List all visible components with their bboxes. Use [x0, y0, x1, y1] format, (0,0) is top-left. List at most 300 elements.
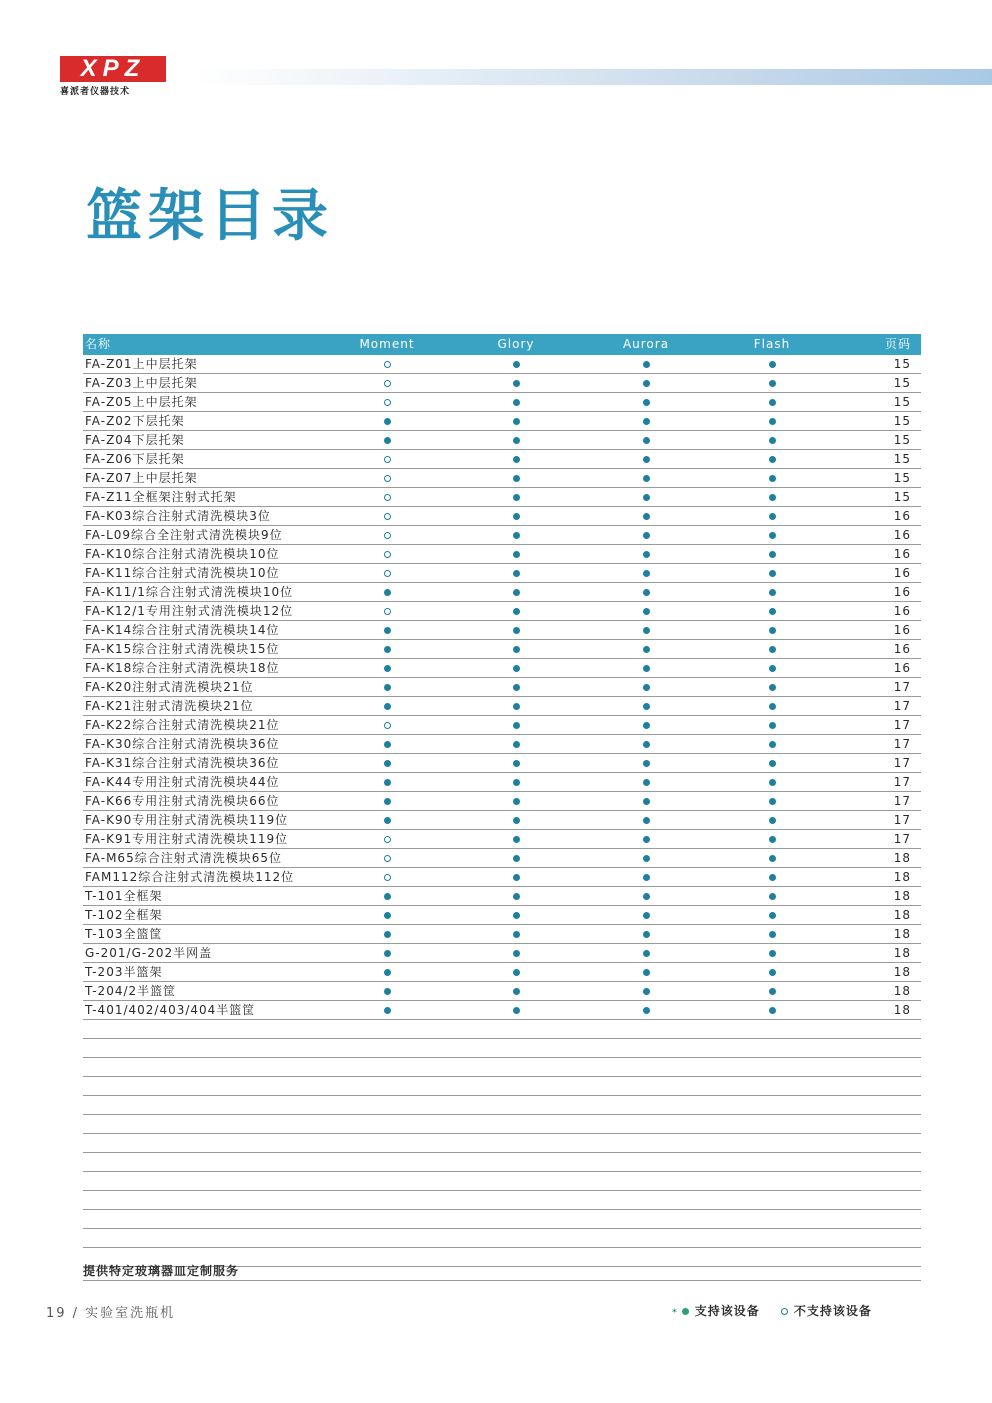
cell-moment: [327, 355, 447, 373]
cell-flash: [712, 887, 832, 905]
cell-aurora: [586, 545, 706, 563]
supported-dot-icon: [513, 418, 520, 425]
cell-flash: [712, 735, 832, 753]
supported-dot-icon: [513, 874, 520, 881]
supported-dot-icon: [643, 361, 650, 368]
header-page: 页码: [884, 337, 911, 351]
cell-glory: [456, 925, 576, 943]
cell-glory: [456, 545, 576, 563]
cell-glory: [456, 1001, 576, 1019]
row-name: FA-K31综合注射式清洗模块36位: [85, 756, 280, 770]
table-row: [83, 450, 921, 469]
header-flash: Flash: [753, 337, 791, 351]
row-name: FA-K12/1专用注射式清洗模块12位: [85, 604, 294, 618]
unsupported-dot-icon: [384, 722, 391, 729]
supported-dot-icon: [513, 513, 520, 520]
supported-dot-icon: [643, 494, 650, 501]
empty-row: [83, 1058, 921, 1077]
cell-aurora: [586, 640, 706, 658]
cell-aurora: [586, 716, 706, 734]
row-page: 16: [893, 547, 911, 561]
supported-dot-icon: [769, 779, 776, 786]
table-row: [83, 564, 921, 583]
supported-dot-icon: [769, 703, 776, 710]
cell-glory: [456, 602, 576, 620]
supported-dot-icon: [769, 741, 776, 748]
cell-flash: [712, 754, 832, 772]
cell-glory: [456, 754, 576, 772]
row-name: FAM112综合注射式清洗模块112位: [85, 870, 295, 884]
cell-aurora: [586, 792, 706, 810]
cell-moment: [327, 488, 447, 506]
cell-aurora: [586, 507, 706, 525]
row-page: 18: [893, 946, 911, 960]
unsupported-dot-icon: [384, 855, 391, 862]
supported-dot-icon: [769, 817, 776, 824]
cell-flash: [712, 963, 832, 981]
cell-flash: [712, 697, 832, 715]
supported-dot-icon: [643, 874, 650, 881]
cell-glory: [456, 526, 576, 544]
supported-dot-icon: [769, 608, 776, 615]
cell-flash: [712, 431, 832, 449]
supported-dot-icon: [513, 551, 520, 558]
supported-dot-icon: [769, 646, 776, 653]
cell-glory: [456, 393, 576, 411]
cell-moment: [327, 716, 447, 734]
cell-flash: [712, 545, 832, 563]
cell-flash: [712, 412, 832, 430]
row-page: 16: [893, 566, 911, 580]
cell-moment: [327, 507, 447, 525]
supported-dot-icon: [513, 646, 520, 653]
cell-aurora: [586, 887, 706, 905]
cell-flash: [712, 678, 832, 696]
table-row: [83, 583, 921, 602]
supported-dot-icon: [384, 646, 391, 653]
cell-moment: [327, 640, 447, 658]
cell-aurora: [586, 602, 706, 620]
row-name: FA-Z04下层托架: [85, 433, 185, 447]
supported-dot-icon: [769, 437, 776, 444]
table-header: [83, 334, 921, 355]
cell-flash: [712, 716, 832, 734]
table-row: [83, 659, 921, 678]
cell-flash: [712, 830, 832, 848]
row-page: 16: [893, 642, 911, 656]
row-page: 15: [893, 376, 911, 390]
supported-dot-icon: [513, 589, 520, 596]
supported-dot-icon: [769, 399, 776, 406]
supported-dot-icon: [643, 627, 650, 634]
supported-dot-icon: [643, 475, 650, 482]
supported-dot-icon: [643, 893, 650, 900]
row-page: 17: [893, 737, 911, 751]
cell-moment: [327, 773, 447, 791]
row-name: FA-Z11全框架注射式托架: [85, 490, 237, 504]
cell-glory: [456, 697, 576, 715]
supported-dot-icon: [384, 912, 391, 919]
cell-glory: [456, 564, 576, 582]
supported-dot-icon: [769, 931, 776, 938]
cell-flash: [712, 868, 832, 886]
hollow-dot-icon: [781, 1308, 788, 1315]
unsupported-dot-icon: [384, 475, 391, 482]
supported-dot-icon: [769, 950, 776, 957]
cell-flash: [712, 849, 832, 867]
supported-dot-icon: [769, 912, 776, 919]
table-row: [83, 545, 921, 564]
cell-glory: [456, 716, 576, 734]
supported-dot-icon: [643, 760, 650, 767]
row-page: 16: [893, 604, 911, 618]
cell-aurora: [586, 412, 706, 430]
row-page: 17: [893, 756, 911, 770]
cell-flash: [712, 583, 832, 601]
legend-unsupported-label: 不支持该设备: [793, 1304, 872, 1318]
supported-dot-icon: [513, 437, 520, 444]
supported-dot-icon: [384, 665, 391, 672]
legend: [672, 1302, 888, 1319]
row-page: 17: [893, 699, 911, 713]
empty-row: [83, 1134, 921, 1153]
cell-moment: [327, 849, 447, 867]
table-row: [83, 393, 921, 412]
cell-moment: [327, 830, 447, 848]
table-row: [83, 982, 921, 1001]
cell-flash: [712, 393, 832, 411]
supported-dot-icon: [643, 551, 650, 558]
supported-dot-icon: [643, 684, 650, 691]
supported-dot-icon: [513, 722, 520, 729]
row-name: FA-M65综合注射式清洗模块65位: [85, 851, 282, 865]
supported-dot-icon: [513, 494, 520, 501]
table-row: [83, 906, 921, 925]
cell-flash: [712, 621, 832, 639]
supported-dot-icon: [384, 988, 391, 995]
cell-glory: [456, 450, 576, 468]
basket-catalog-table: [83, 334, 921, 1267]
cell-flash: [712, 526, 832, 544]
row-page: 15: [893, 490, 911, 504]
cell-glory: [456, 906, 576, 924]
cell-aurora: [586, 754, 706, 772]
cell-flash: [712, 374, 832, 392]
header-name: 名称: [85, 337, 112, 351]
supported-dot-icon: [513, 798, 520, 805]
cell-flash: [712, 564, 832, 582]
row-page: 16: [893, 528, 911, 542]
supported-dot-icon: [769, 874, 776, 881]
unsupported-dot-icon: [384, 608, 391, 615]
cell-flash: [712, 811, 832, 829]
supported-dot-icon: [643, 912, 650, 919]
cell-aurora: [586, 431, 706, 449]
cell-aurora: [586, 982, 706, 1000]
header-moment: Moment: [359, 337, 415, 351]
row-name: FA-K03综合注射式清洗模块3位: [85, 509, 271, 523]
supported-dot-icon: [769, 589, 776, 596]
row-name: FA-K30综合注射式清洗模块36位: [85, 737, 280, 751]
table-row: [83, 773, 921, 792]
supported-dot-icon: [513, 399, 520, 406]
row-page: 17: [893, 775, 911, 789]
cell-moment: [327, 735, 447, 753]
supported-dot-icon: [643, 988, 650, 995]
unsupported-dot-icon: [384, 399, 391, 406]
row-page: 17: [893, 832, 911, 846]
cell-glory: [456, 773, 576, 791]
cell-moment: [327, 944, 447, 962]
row-page: 15: [893, 395, 911, 409]
unsupported-dot-icon: [384, 874, 391, 881]
cell-moment: [327, 564, 447, 582]
supported-dot-icon: [769, 969, 776, 976]
cell-moment: [327, 450, 447, 468]
row-page: 18: [893, 1003, 911, 1017]
supported-dot-icon: [513, 741, 520, 748]
unsupported-dot-icon: [384, 532, 391, 539]
supported-dot-icon: [643, 456, 650, 463]
page-title: 篮架目录: [86, 184, 334, 249]
row-page: 15: [893, 357, 911, 371]
cell-moment: [327, 412, 447, 430]
cell-flash: [712, 355, 832, 373]
supported-dot-icon: [384, 1007, 391, 1014]
cell-glory: [456, 735, 576, 753]
supported-dot-icon: [769, 494, 776, 501]
supported-dot-icon: [769, 570, 776, 577]
supported-dot-icon: [513, 893, 520, 900]
supported-dot-icon: [384, 817, 391, 824]
row-name: FA-Z03上中层托架: [85, 376, 198, 390]
empty-row: [83, 1229, 921, 1248]
cell-aurora: [586, 583, 706, 601]
table-row: [83, 526, 921, 545]
row-page: 17: [893, 718, 911, 732]
supported-dot-icon: [384, 437, 391, 444]
row-name: T-102全框架: [85, 908, 163, 922]
row-page: 18: [893, 984, 911, 998]
row-page: 17: [893, 813, 911, 827]
supported-dot-icon: [643, 570, 650, 577]
logo-subtitle: 喜派者仪器技术: [60, 87, 131, 97]
cell-glory: [456, 488, 576, 506]
table-row: [83, 925, 921, 944]
supported-dot-icon: [513, 931, 520, 938]
row-name: FA-K21注射式清洗模块21位: [85, 699, 254, 713]
cell-flash: [712, 982, 832, 1000]
supported-dot-icon: [643, 513, 650, 520]
row-page: 16: [893, 623, 911, 637]
empty-row: [83, 1153, 921, 1172]
row-page: 18: [893, 889, 911, 903]
legend-supported: [672, 1302, 760, 1319]
empty-row: [83, 1210, 921, 1229]
logo-mark: XPZ: [60, 56, 166, 82]
cell-glory: [456, 355, 576, 373]
cell-moment: [327, 659, 447, 677]
supported-dot-icon: [769, 361, 776, 368]
cell-glory: [456, 431, 576, 449]
row-name: FA-K11/1综合注射式清洗模块10位: [85, 585, 294, 599]
supported-dot-icon: [513, 361, 520, 368]
supported-dot-icon: [769, 855, 776, 862]
table-row: [83, 1001, 921, 1020]
unsupported-dot-icon: [384, 456, 391, 463]
supported-dot-icon: [769, 380, 776, 387]
supported-dot-icon: [643, 532, 650, 539]
cell-moment: [327, 868, 447, 886]
row-name: FA-K11综合注射式清洗模块10位: [85, 566, 280, 580]
cell-moment: [327, 811, 447, 829]
supported-dot-icon: [769, 665, 776, 672]
supported-dot-icon: [384, 779, 391, 786]
supported-dot-icon: [513, 456, 520, 463]
supported-dot-icon: [643, 646, 650, 653]
supported-dot-icon: [643, 969, 650, 976]
cell-glory: [456, 868, 576, 886]
table-row: [83, 811, 921, 830]
supported-dot-icon: [513, 817, 520, 824]
supported-dot-icon: [643, 817, 650, 824]
cell-flash: [712, 450, 832, 468]
empty-row: [83, 1115, 921, 1134]
cell-glory: [456, 963, 576, 981]
unsupported-dot-icon: [384, 551, 391, 558]
empty-row: [83, 1191, 921, 1210]
row-name: FA-K91专用注射式清洗模块119位: [85, 832, 289, 846]
table-body: [83, 355, 921, 1020]
row-name: FA-Z06下层托架: [85, 452, 185, 466]
company-logo: [60, 56, 168, 96]
cell-aurora: [586, 564, 706, 582]
row-page: 16: [893, 585, 911, 599]
row-name: FA-K66专用注射式清洗模块66位: [85, 794, 280, 808]
supported-dot-icon: [769, 1007, 776, 1014]
row-page: 17: [893, 794, 911, 808]
cell-glory: [456, 469, 576, 487]
cell-glory: [456, 811, 576, 829]
cell-flash: [712, 1001, 832, 1019]
supported-dot-icon: [513, 475, 520, 482]
cell-moment: [327, 374, 447, 392]
cell-aurora: [586, 830, 706, 848]
cell-flash: [712, 602, 832, 620]
row-name: T-203半篮架: [85, 965, 163, 979]
unsupported-dot-icon: [384, 494, 391, 501]
supported-dot-icon: [513, 855, 520, 862]
cell-flash: [712, 659, 832, 677]
cell-flash: [712, 469, 832, 487]
cell-glory: [456, 944, 576, 962]
table-row: [83, 602, 921, 621]
unsupported-dot-icon: [384, 836, 391, 843]
cell-flash: [712, 773, 832, 791]
cell-moment: [327, 982, 447, 1000]
row-name: FA-K14综合注射式清洗模块14位: [85, 623, 280, 637]
header-aurora: Aurora: [622, 337, 670, 351]
supported-dot-icon: [513, 684, 520, 691]
header-gradient-bar: [196, 69, 992, 85]
table-row: [83, 431, 921, 450]
empty-rows: [83, 1020, 921, 1267]
supported-dot-icon: [643, 779, 650, 786]
table-row: [83, 963, 921, 982]
cell-moment: [327, 678, 447, 696]
supported-dot-icon: [769, 798, 776, 805]
table-row: [83, 412, 921, 431]
cell-aurora: [586, 355, 706, 373]
cell-glory: [456, 792, 576, 810]
cell-glory: [456, 640, 576, 658]
cell-aurora: [586, 450, 706, 468]
supported-dot-icon: [513, 1007, 520, 1014]
row-page: 18: [893, 965, 911, 979]
cell-moment: [327, 925, 447, 943]
cell-aurora: [586, 963, 706, 981]
supported-dot-icon: [643, 722, 650, 729]
cell-glory: [456, 849, 576, 867]
unsupported-dot-icon: [384, 361, 391, 368]
cell-moment: [327, 583, 447, 601]
empty-row: [83, 1039, 921, 1058]
row-name: T-204/2半篮筐: [85, 984, 177, 998]
cell-glory: [456, 887, 576, 905]
cell-glory: [456, 412, 576, 430]
legend-supported-label: 支持该设备: [694, 1304, 760, 1318]
cell-moment: [327, 906, 447, 924]
row-name: T-101全框架: [85, 889, 163, 903]
row-page: 15: [893, 414, 911, 428]
cell-aurora: [586, 526, 706, 544]
table-row: [83, 868, 921, 887]
supported-dot-icon: [643, 437, 650, 444]
cell-flash: [712, 507, 832, 525]
supported-dot-icon: [384, 589, 391, 596]
supported-dot-icon: [769, 475, 776, 482]
cell-moment: [327, 431, 447, 449]
supported-dot-icon: [769, 893, 776, 900]
supported-dot-icon: [769, 836, 776, 843]
row-name: FA-K44专用注射式清洗模块44位: [85, 775, 280, 789]
supported-dot-icon: [643, 399, 650, 406]
supported-dot-icon: [513, 760, 520, 767]
supported-dot-icon: [643, 418, 650, 425]
table-row: [83, 374, 921, 393]
filled-dot-icon: [682, 1308, 689, 1315]
table-row: [83, 944, 921, 963]
supported-dot-icon: [513, 665, 520, 672]
table-row: [83, 697, 921, 716]
supported-dot-icon: [513, 912, 520, 919]
supported-dot-icon: [643, 950, 650, 957]
row-name: FA-K90专用注射式清洗模块119位: [85, 813, 289, 827]
row-name: T-103全篮筐: [85, 927, 163, 941]
cell-flash: [712, 488, 832, 506]
row-name: FA-Z07上中层托架: [85, 471, 198, 485]
star-icon: *: [672, 1308, 678, 1318]
supported-dot-icon: [384, 893, 391, 900]
table-row: [83, 887, 921, 906]
supported-dot-icon: [643, 1007, 650, 1014]
supported-dot-icon: [769, 532, 776, 539]
unsupported-dot-icon: [384, 513, 391, 520]
cell-aurora: [586, 849, 706, 867]
cell-flash: [712, 792, 832, 810]
supported-dot-icon: [643, 836, 650, 843]
cell-flash: [712, 640, 832, 658]
